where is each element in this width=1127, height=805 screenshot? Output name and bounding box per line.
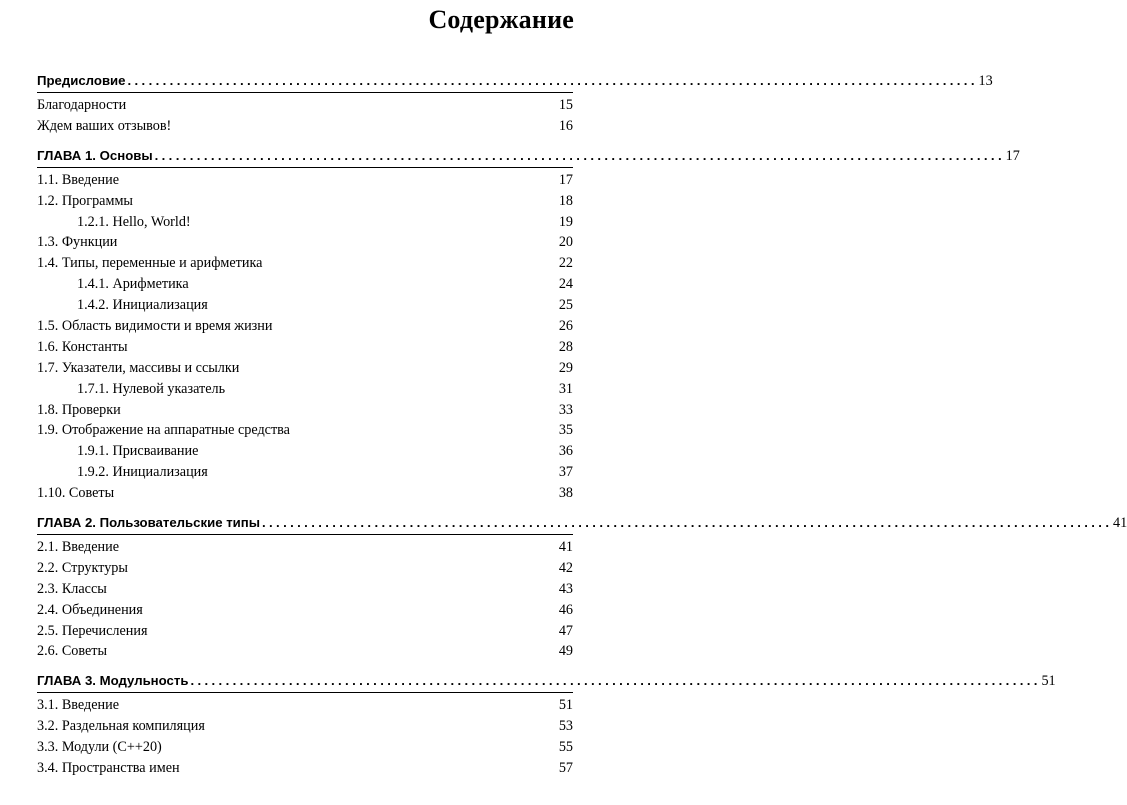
toc-section-entry[interactable] xyxy=(37,232,573,253)
toc-page-number: 28 xyxy=(558,338,573,355)
toc-page-number: 43 xyxy=(558,580,573,597)
toc-page-number: 25 xyxy=(558,297,573,314)
toc-page-number: 35 xyxy=(558,422,573,439)
toc-entry-title: 1.10. Советы xyxy=(37,485,115,502)
toc-entry-title: ГЛАВА 2. Пользовательские типы xyxy=(37,515,260,531)
toc-chapter-entry[interactable] xyxy=(37,70,993,93)
toc-page-number: 36 xyxy=(558,443,573,460)
toc-entry-title: 2.4. Объединения xyxy=(37,601,143,618)
toc-section-entry[interactable] xyxy=(37,191,573,212)
toc-subsection-entry[interactable] xyxy=(37,212,573,233)
dot-leader xyxy=(190,670,1037,692)
toc-page-number: 26 xyxy=(558,318,573,335)
toc-page-number: 53 xyxy=(558,718,573,735)
toc-page-number: 57 xyxy=(558,760,573,777)
toc-entry-title: 2.2. Структуры xyxy=(37,559,128,576)
toc-page-number: 17 xyxy=(1005,147,1020,164)
toc-page-number: 41 xyxy=(1113,515,1127,532)
toc-section-entry[interactable] xyxy=(37,758,573,779)
toc-page-number: 38 xyxy=(558,485,573,502)
toc-entry-title: 2.1. Введение xyxy=(37,539,120,556)
toc-entry-title: Благодарности xyxy=(37,97,127,113)
toc-page-number: 46 xyxy=(558,601,573,618)
toc-page-number: 29 xyxy=(558,359,573,376)
toc-subsection-entry[interactable] xyxy=(37,274,573,295)
toc-page-number: 31 xyxy=(558,380,573,397)
toc-entry-title: 1.9. Отображение на аппаратные средства xyxy=(37,422,290,439)
toc-entry-title: 1.7. Указатели, массивы и ссылки xyxy=(37,359,240,376)
toc-section-entry[interactable] xyxy=(37,621,573,642)
toc-page-number: 47 xyxy=(558,622,573,639)
toc-page-number: 16 xyxy=(558,117,573,134)
toc-entry-title: 2.3. Классы xyxy=(37,580,107,597)
toc-page-number: 22 xyxy=(558,255,573,272)
toc-page-number: 18 xyxy=(558,192,573,209)
toc-section-entry[interactable] xyxy=(37,737,573,758)
toc-page-number: 51 xyxy=(1041,673,1056,690)
toc-section-entry[interactable] xyxy=(37,337,573,358)
toc-chapter-entry[interactable] xyxy=(37,512,1127,535)
toc-entry-title: 1.2.1. Hello, World! xyxy=(77,213,191,230)
toc-page-number: 42 xyxy=(558,559,573,576)
toc-entry-title: 3.3. Модули (C++20) xyxy=(37,739,162,756)
toc-entry-title: 3.2. Раздельная компиляция xyxy=(37,718,205,735)
toc-subsection-entry[interactable] xyxy=(37,462,573,483)
toc-section-entry[interactable] xyxy=(37,400,573,421)
toc-entry-title: 2.6. Советы xyxy=(37,643,108,660)
toc-section-entry[interactable] xyxy=(37,600,573,621)
toc-chapter-entry[interactable] xyxy=(37,670,1056,693)
toc-section-entry[interactable] xyxy=(37,695,573,716)
toc-subsection-entry[interactable] xyxy=(37,379,573,400)
toc-section-entry[interactable] xyxy=(37,420,573,441)
toc-page-number: 49 xyxy=(558,643,573,660)
dot-leader xyxy=(262,512,1109,534)
toc-entry-title: Ждем ваших отзывов! xyxy=(37,117,172,134)
page-title: Содержание xyxy=(428,5,574,34)
toc-entry-title: 3.4. Пространства имен xyxy=(37,760,180,777)
toc-page-number: 15 xyxy=(558,97,573,113)
toc-entry-title: 1.9.1. Присваивание xyxy=(77,443,199,460)
toc-entry-title: 1.5. Область видимости и время жизни xyxy=(37,318,273,335)
toc-section-entry[interactable] xyxy=(37,483,573,504)
toc-section-entry[interactable] xyxy=(37,716,573,737)
table-of-contents xyxy=(37,70,1127,779)
toc-page-number: 13 xyxy=(978,73,993,89)
toc-section-entry[interactable] xyxy=(37,558,573,579)
dot-leader xyxy=(128,70,975,92)
toc-subsection-entry[interactable] xyxy=(37,441,573,462)
toc-page-number: 20 xyxy=(558,234,573,251)
toc-entry-title: 1.1. Введение xyxy=(37,171,120,188)
toc-entry-title: ГЛАВА 1. Основы xyxy=(37,147,153,163)
toc-entry-title: 1.4.2. Инициализация xyxy=(77,297,208,314)
toc-page-number: 17 xyxy=(558,171,573,188)
toc-entry-title: Предисловие xyxy=(37,73,126,88)
toc-page-number: 33 xyxy=(558,401,573,418)
toc-section-entry[interactable] xyxy=(37,170,573,191)
toc-entry-title: 1.4. Типы, переменные и арифметика xyxy=(37,255,263,272)
toc-section-entry[interactable] xyxy=(37,116,573,137)
toc-entry-title: 1.3. Функции xyxy=(37,234,118,251)
toc-section-entry[interactable] xyxy=(37,253,573,274)
toc-entry-title: 1.7.1. Нулевой указатель xyxy=(77,380,226,397)
toc-page-number: 24 xyxy=(558,276,573,293)
toc-section-entry[interactable] xyxy=(37,641,573,662)
toc-entry-title: 1.6. Константы xyxy=(37,338,128,355)
toc-entry-title: 1.8. Проверки xyxy=(37,401,121,418)
dot-leader xyxy=(155,145,1002,167)
toc-page-number: 51 xyxy=(558,697,573,714)
toc-entry-title: 1.9.2. Инициализация xyxy=(77,464,208,481)
toc-page-number: 19 xyxy=(558,213,573,230)
toc-page-number: 37 xyxy=(558,464,573,481)
toc-entry-title: 2.5. Перечисления xyxy=(37,622,148,639)
toc-chapter-entry[interactable] xyxy=(37,145,1020,168)
toc-entry-title: 1.2. Программы xyxy=(37,192,133,209)
toc-entry-title: 3.1. Введение xyxy=(37,697,120,714)
toc-entry-title: 1.4.1. Арифметика xyxy=(77,276,189,293)
toc-section-entry[interactable] xyxy=(37,316,573,337)
toc-section-entry[interactable] xyxy=(37,579,573,600)
toc-page-number: 55 xyxy=(558,739,573,756)
toc-entry-title: ГЛАВА 3. Модульность xyxy=(37,673,189,689)
toc-page-number: 41 xyxy=(558,539,573,556)
toc-section-entry[interactable] xyxy=(37,537,573,558)
toc-section-entry[interactable] xyxy=(37,358,573,379)
toc-section-entry[interactable] xyxy=(37,95,573,116)
toc-subsection-entry[interactable] xyxy=(37,295,573,316)
